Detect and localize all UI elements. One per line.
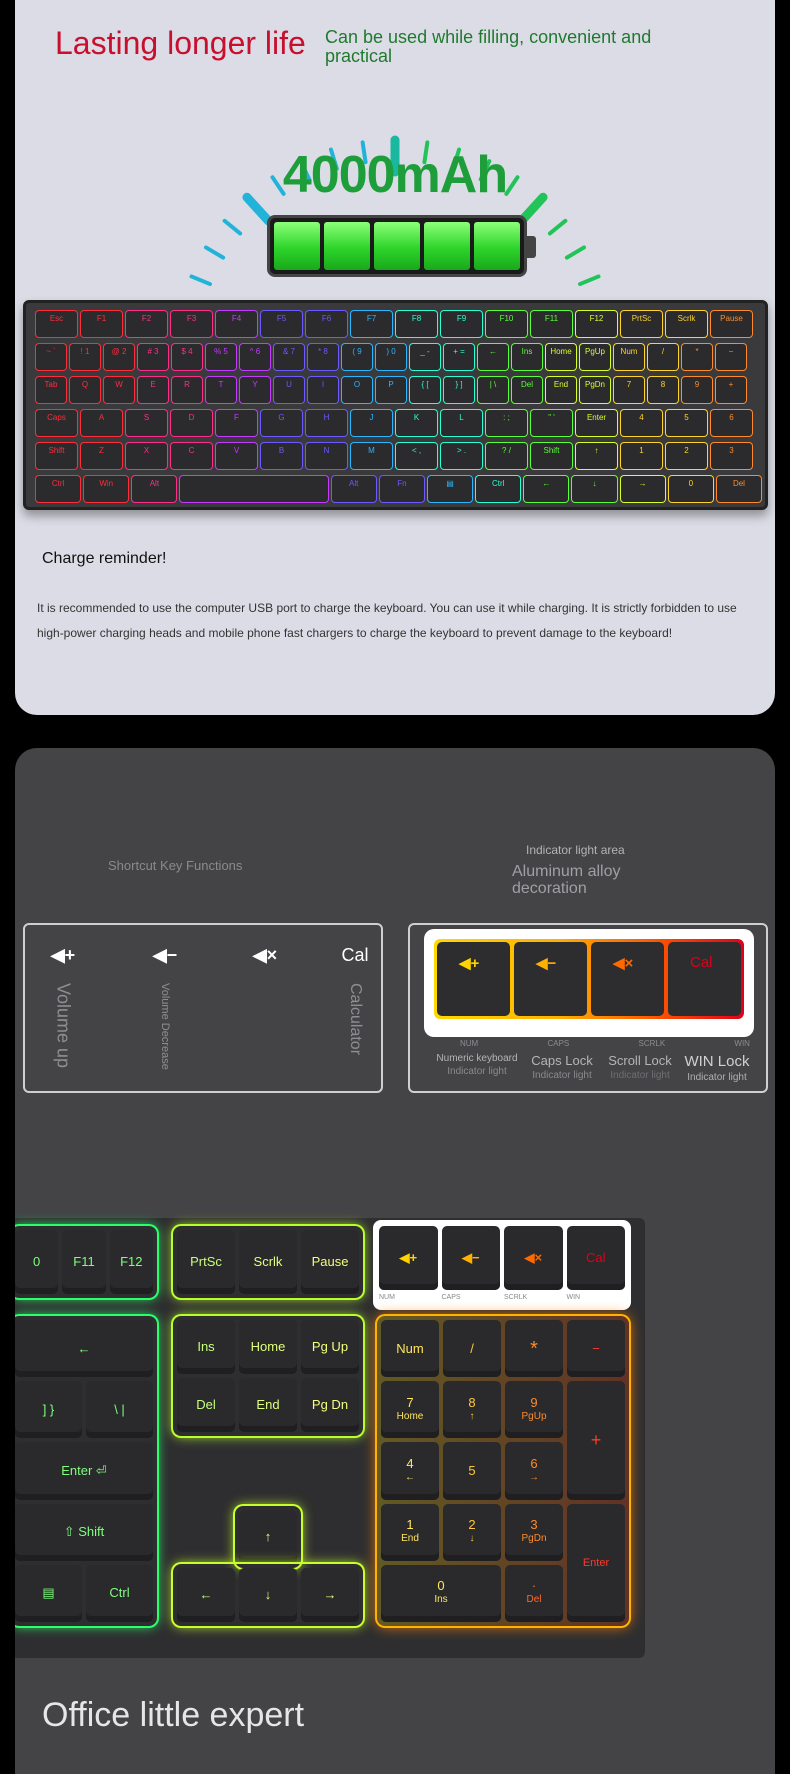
keyboard-key: F12: [576, 311, 617, 337]
battery-icon: [267, 215, 527, 277]
numpad-group: [377, 1316, 629, 1626]
keyboard-key: Esc: [36, 311, 77, 337]
shortcut-heading: Shortcut Key Functions: [108, 858, 243, 873]
key-enter: Enter ⏎: [15, 1442, 153, 1499]
key-4: 4 ←: [381, 1442, 439, 1499]
keyboard-key: End: [546, 377, 576, 403]
keyboard-key: Enter: [576, 410, 617, 436]
keyboard-key: O: [342, 377, 372, 403]
keyboard-key: −: [716, 344, 746, 370]
nav-group: [173, 1316, 363, 1436]
keyboard-key: G: [261, 410, 302, 436]
keyboard-key: E: [138, 377, 168, 403]
keyboard-key: L: [441, 410, 482, 436]
key-decimal: · Del: [505, 1565, 563, 1622]
keyboard-key: { [: [410, 377, 440, 403]
keyboard-key: ←: [478, 344, 508, 370]
led-win: WIN: [734, 1039, 750, 1048]
keyboard-key: ↓: [572, 476, 616, 502]
keyboard-row: [36, 410, 761, 436]
key-volume-up: ◀+: [379, 1226, 438, 1290]
indicator-box: [408, 923, 768, 1093]
keyboard-key: P: [376, 377, 406, 403]
key-9: 9 PgUp: [505, 1381, 563, 1438]
shortcut-volume-up: [33, 945, 93, 1069]
keyboard-key: Del: [717, 476, 761, 502]
keyboard-image: [23, 300, 768, 510]
keyboard-key: 3: [711, 443, 752, 469]
ind-key-volume-up: ◀+: [437, 942, 510, 1016]
key-left: ←: [177, 1568, 235, 1622]
keyboard-key: < ,: [396, 443, 437, 469]
keyboard-key: ) 0: [376, 344, 406, 370]
keyboard-key: PrtSc: [621, 311, 662, 337]
keyboard-key: I: [308, 377, 338, 403]
led-caps-small: CAPS: [441, 1294, 461, 1301]
keyboard-key: R: [172, 377, 202, 403]
keyboard-closeup: [15, 1218, 645, 1658]
keyboard-key: /: [648, 344, 678, 370]
office-title: Office little expert: [42, 1696, 305, 1734]
keyboard-key: 8: [648, 377, 678, 403]
key-end: End: [239, 1378, 297, 1432]
keyboard-key: 5: [666, 410, 707, 436]
keyboard-key: Caps: [36, 410, 77, 436]
ind-key-volume-down: ◀−: [514, 942, 587, 1016]
key-menu: ▤: [15, 1565, 82, 1622]
keyboard-key: N: [306, 443, 347, 469]
keyboard-key: ←: [524, 476, 568, 502]
keyboard-key: " ': [531, 410, 572, 436]
shortcut-desc: Calculator: [347, 983, 364, 1056]
keyboard-key: > .: [441, 443, 482, 469]
keyboard-key: →: [621, 476, 665, 502]
keyboard-key: | \: [478, 377, 508, 403]
key-bracket: ] }: [15, 1381, 82, 1438]
key-pause: Pause: [301, 1230, 359, 1294]
keyboard-key: B: [261, 443, 302, 469]
key-slash: /: [443, 1320, 501, 1377]
key-2: 2 ↓: [443, 1504, 501, 1561]
key-8: 8 ↑: [443, 1381, 501, 1438]
key-6: 6 →: [505, 1442, 563, 1499]
ind-key-calc: Cal: [668, 942, 741, 1016]
keyboard-key: PgDn: [580, 377, 610, 403]
caption-caps: Caps Lock Indicator light: [531, 1053, 593, 1081]
keyboard-key: @ 2: [104, 344, 134, 370]
keyboard-row: [36, 377, 761, 403]
keyboard-key: F2: [126, 311, 167, 337]
keyboard-key: ↑: [576, 443, 617, 469]
key-mute: ◀×: [504, 1226, 563, 1290]
keyboard-key: Ins: [512, 344, 542, 370]
shortcut-volume-down: [135, 945, 195, 1070]
key-down: ↓: [239, 1568, 297, 1622]
key-f10: 0: [15, 1230, 58, 1294]
keyboard-key: * 8: [308, 344, 338, 370]
keyboard-key: F4: [216, 311, 257, 337]
keyboard-key: PgUp: [580, 344, 610, 370]
keyboard-key: V: [216, 443, 257, 469]
gauge-tick: [191, 276, 210, 284]
arrow-up-group: [235, 1506, 301, 1568]
key-1: 1 End: [381, 1504, 439, 1561]
key-del: Del: [177, 1378, 235, 1432]
key-plus: +: [567, 1381, 625, 1499]
keyboard-key: } ]: [444, 377, 474, 403]
keyboard-key: Shift: [36, 443, 77, 469]
keyboard-key: U: [274, 377, 304, 403]
keyboard-key: Alt: [332, 476, 376, 502]
calculator-icon: Cal: [341, 945, 369, 965]
volume-down-icon: ◀−: [152, 945, 178, 965]
key-shift: ⇧ Shift: [15, 1504, 153, 1561]
keyboard-key: ! 1: [70, 344, 100, 370]
key-volume-down: ◀−: [442, 1226, 501, 1290]
alpha-edge-group: [15, 1316, 157, 1626]
keyboard-key: Del: [512, 377, 542, 403]
keyboard-key: A: [81, 410, 122, 436]
key-0: 0 Ins: [381, 1565, 501, 1622]
keyboard-key: Alt: [132, 476, 176, 502]
key-scrlk: Scrlk: [239, 1230, 297, 1294]
caption-win: WIN Lock Indicator light: [684, 1053, 750, 1083]
keyboard-key: + =: [444, 344, 474, 370]
key-f12: F12: [110, 1230, 153, 1294]
keyboard-key: Tab: [36, 377, 66, 403]
indicator-heading: Indicator light area: [526, 843, 625, 857]
keyboard-key: [180, 476, 327, 502]
fn-group: [15, 1226, 157, 1298]
sys-group: [173, 1226, 363, 1298]
mute-icon: ◀×: [252, 945, 278, 965]
gauge-tick: [550, 221, 565, 234]
key-calc: Cal: [567, 1226, 626, 1290]
key-multiply: *: [505, 1320, 563, 1377]
keyboard-key: *: [682, 344, 712, 370]
keyboard-key: T: [206, 377, 236, 403]
keyboard-key: 6: [711, 410, 752, 436]
gauge-tick: [206, 247, 223, 257]
keyboard-key: Shift: [531, 443, 572, 469]
keyboard-key: M: [351, 443, 392, 469]
keyboard-key: 0: [669, 476, 713, 502]
shortcut-desc: Volume Decrease: [159, 983, 171, 1070]
keyboard-key: J: [351, 410, 392, 436]
keyboard-row: [36, 443, 761, 469]
keyboard-key: Z: [81, 443, 122, 469]
key-backslash: \ |: [86, 1381, 153, 1438]
key-num: Num: [381, 1320, 439, 1377]
gauge-tick: [580, 276, 599, 284]
arrow-row-group: [173, 1564, 363, 1626]
keyboard-key: C: [171, 443, 212, 469]
keyboard-key: F5: [261, 311, 302, 337]
keyboard-key: F9: [441, 311, 482, 337]
features-section: [15, 748, 775, 1774]
keyboard-key: Home: [546, 344, 576, 370]
shortcut-desc: Volume up: [53, 983, 74, 1069]
keyboard-key: 7: [614, 377, 644, 403]
shortcut-box: [23, 923, 383, 1093]
led-scrlk-small: SCRLK: [504, 1294, 528, 1301]
keyboard-key: F11: [531, 311, 572, 337]
keyboard-key: X: [126, 443, 167, 469]
key-minus: −: [567, 1320, 625, 1377]
keyboard-key: F8: [396, 311, 437, 337]
key-prtsc: PrtSc: [177, 1230, 235, 1294]
keyboard-key: Ctrl: [36, 476, 80, 502]
gauge-tick: [225, 221, 240, 234]
ind-key-mute: ◀×: [591, 942, 664, 1016]
key-home: Home: [239, 1320, 297, 1374]
led-num-small: NUM: [379, 1294, 395, 1301]
keyboard-key: Num: [614, 344, 644, 370]
keyboard-key: Win: [84, 476, 128, 502]
life-subtitle: Can be used while filling, convenient and practical: [325, 27, 652, 66]
keyboard-key: +: [716, 377, 746, 403]
keyboard-key: Ctrl: [476, 476, 520, 502]
keyboard-key: _ -: [410, 344, 440, 370]
key-backspace: ←: [15, 1320, 153, 1377]
keyboard-key: H: [306, 410, 347, 436]
keyboard-key: F6: [306, 311, 347, 337]
key-right: →: [301, 1568, 359, 1622]
keyboard-key: $ 4: [172, 344, 202, 370]
key-ins: Ins: [177, 1320, 235, 1374]
key-pgdn: Pg Dn: [301, 1378, 359, 1432]
keyboard-key: F3: [171, 311, 212, 337]
keyboard-key: : ;: [486, 410, 527, 436]
led-num: NUM: [460, 1039, 479, 1048]
led-caps: CAPS: [547, 1039, 570, 1048]
keyboard-row: [36, 344, 761, 370]
battery-section: [15, 0, 775, 715]
key-3: 3 PgDn: [505, 1504, 563, 1561]
life-title: Lasting longer life: [55, 25, 306, 61]
keyboard-key: Pause: [711, 311, 752, 337]
keyboard-key: ( 9: [342, 344, 372, 370]
keyboard-key: ? /: [486, 443, 527, 469]
led-scrlk: SCRLK: [638, 1039, 666, 1048]
keyboard-key: Q: [70, 377, 100, 403]
keyboard-key: 9: [682, 377, 712, 403]
charge-reminder-text: It is recommended to use the computer USB port to charge the keyboard. You can use it while charging. It is strictly forbidden to use high-power charging heads and mobile phone fast chargers to charge the keyboard to prevent damage to the keyboard!: [37, 601, 737, 640]
keyboard-key: F7: [351, 311, 392, 337]
keyboard-key: # 3: [138, 344, 168, 370]
key-pgup: Pg Up: [301, 1320, 359, 1374]
capacity-text: 4000mAh: [282, 146, 508, 204]
key-f11: F11: [62, 1230, 105, 1294]
media-group: [373, 1220, 631, 1310]
led-win-small: WIN: [566, 1294, 581, 1301]
shortcut-mute: [235, 945, 295, 969]
gauge-tick: [567, 247, 584, 257]
keyboard-key: D: [171, 410, 212, 436]
keyboard-key: Fn: [380, 476, 424, 502]
keyboard-key: F: [216, 410, 257, 436]
indicator-frame: [424, 929, 754, 1037]
key-up: ↑: [239, 1510, 297, 1564]
keyboard-key: 2: [666, 443, 707, 469]
caption-scroll: Scroll Lock Indicator light: [608, 1053, 672, 1081]
keyboard-key: Y: [240, 377, 270, 403]
key-5: 5: [443, 1442, 501, 1499]
keyboard-key: ^ 6: [240, 344, 270, 370]
cropped-heading: [60, 0, 760, 6]
keyboard-key: W: [104, 377, 134, 403]
keyboard-key: F10: [486, 311, 527, 337]
keyboard-key: 1: [621, 443, 662, 469]
key-ctrl: Ctrl: [86, 1565, 153, 1622]
keyboard-key: F1: [81, 311, 122, 337]
led-labels: [460, 1039, 750, 1048]
keyboard-key: ▤: [428, 476, 472, 502]
keyboard-key: & 7: [274, 344, 304, 370]
keyboard-key: Scrlk: [666, 311, 707, 337]
shortcut-calculator: [325, 945, 385, 1056]
keyboard-row: [36, 311, 761, 337]
keyboard-key: % 5: [206, 344, 236, 370]
keyboard-key: K: [396, 410, 437, 436]
keyboard-row: [36, 476, 761, 502]
key-7: 7 Home: [381, 1381, 439, 1438]
keyboard-key: S: [126, 410, 167, 436]
volume-up-icon: ◀+: [50, 945, 76, 965]
caption-num: Numeric keyboard Indicator light: [436, 1053, 518, 1077]
keyboard-key: 4: [621, 410, 662, 436]
keyboard-key: ~ `: [36, 344, 66, 370]
aluminum-label: Aluminum alloy decoration: [512, 863, 621, 897]
charge-reminder-title: Charge reminder!: [42, 550, 167, 567]
key-num-enter: Enter: [567, 1504, 625, 1622]
